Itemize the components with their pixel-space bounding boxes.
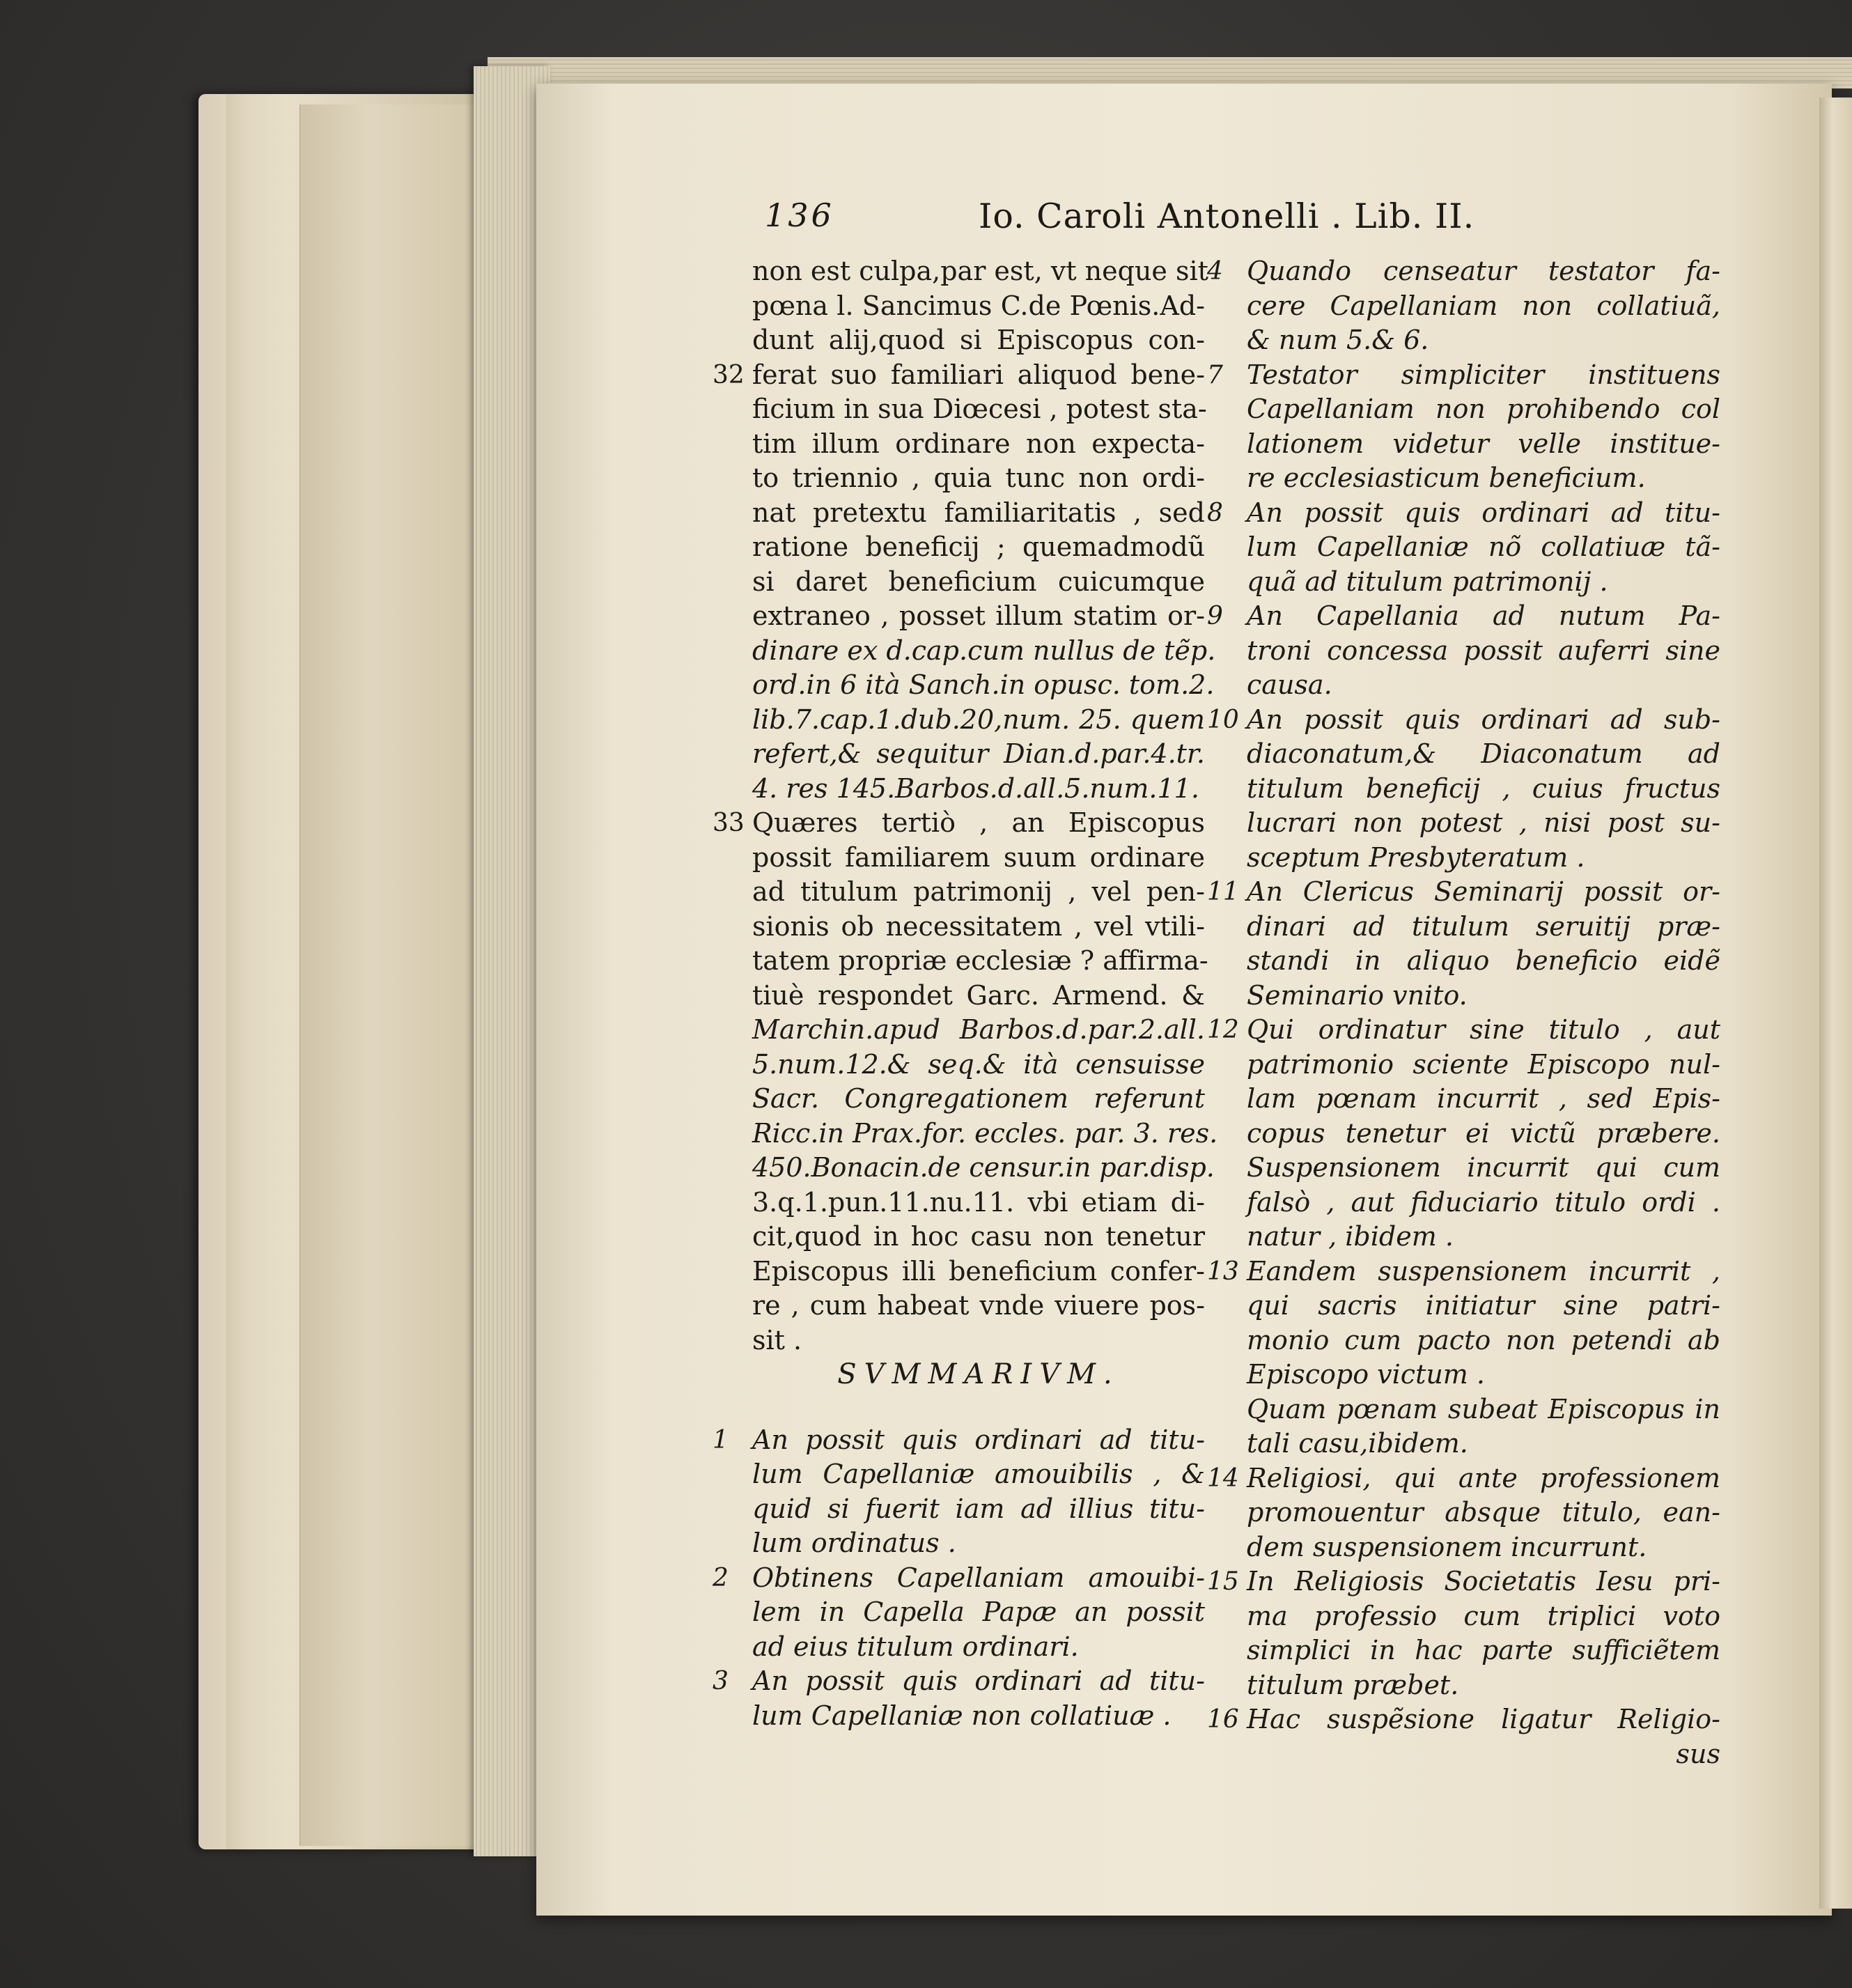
text-line <box>713 1423 1205 1458</box>
text-line <box>752 1151 1215 1186</box>
text-line <box>752 841 1205 876</box>
text-line <box>752 944 1208 979</box>
text-line <box>752 910 1205 945</box>
line-text: Seminario vnito. <box>1247 979 1468 1011</box>
line-text: lum Capellaniæ non collatiuæ . <box>752 1700 1172 1731</box>
text-line <box>752 668 1215 703</box>
line-text: dinari ad titulum seruitij præ- <box>1247 910 1720 942</box>
text-line <box>1247 806 1720 841</box>
line-text: simplici in hac parte sufficiẽtem <box>1247 1635 1720 1665</box>
right-column-summary <box>1207 254 1720 1771</box>
line-text: qui sacris initiatur sine patri- <box>1247 1290 1720 1321</box>
text-line <box>1207 496 1720 531</box>
text-line <box>1247 1668 1720 1703</box>
text-line <box>1247 841 1720 876</box>
line-text: 3.q.1.pun.11.nu.11. vbi etiam di- <box>752 1186 1205 1218</box>
line-text: & num 5.& 6. <box>1247 325 1429 355</box>
line-text: sionis ob necessitatem , vel vtili- <box>752 910 1205 942</box>
left-column-summary <box>713 1423 1205 1734</box>
text-line <box>713 806 1205 841</box>
text-line <box>752 289 1205 324</box>
line-text: si daret beneficium cuicumque <box>752 566 1205 597</box>
text-line <box>1247 565 1720 600</box>
marginal-number: 2 <box>713 1563 729 1592</box>
text-line <box>752 565 1205 600</box>
text-line <box>1207 599 1720 634</box>
marginal-number: 33 <box>713 809 745 837</box>
line-text: quã ad titulum patrimonij . <box>1247 566 1608 597</box>
line-text: lum Capellaniæ nõ collatiuæ tã- <box>1247 531 1720 562</box>
line-text: lum Capellaniæ amouibilis , & <box>752 1459 1205 1489</box>
text-line <box>1247 1048 1720 1082</box>
line-text: diaconatum,& Diaconatum ad <box>1247 738 1720 769</box>
text-line <box>1247 530 1720 565</box>
line-text: ad titulum patrimonij , vel pen- <box>752 876 1205 907</box>
line-text: tiuè respondet Garc. Armend. & <box>752 979 1205 1011</box>
text-line <box>1207 1461 1720 1496</box>
text-line <box>1247 1186 1720 1220</box>
line-text: Capellaniam non prohibendo col <box>1247 394 1720 424</box>
marginal-number: 15 <box>1207 1567 1239 1596</box>
line-text: Hac suspẽsione ligatur Religio- <box>1247 1704 1720 1734</box>
line-text: lem in Capella Papæ an possit <box>752 1597 1205 1627</box>
page-number: 136 <box>765 196 834 234</box>
line-text: Eandem suspensionem incurrit , <box>1247 1255 1720 1287</box>
cover-flap <box>299 104 474 1846</box>
text-line <box>752 737 1205 772</box>
text-line <box>1207 1564 1720 1599</box>
line-text: to triennio , quia tunc non ordi- <box>752 463 1205 493</box>
text-line <box>752 1117 1218 1151</box>
text-line <box>752 392 1205 427</box>
line-text: sit . <box>752 1324 802 1356</box>
heading-gap <box>752 1392 1205 1423</box>
left-column <box>713 254 1218 1733</box>
text-line <box>1247 1358 1720 1392</box>
marginal-number: 7 <box>1207 360 1223 389</box>
text-line <box>1247 1151 1720 1186</box>
text-line <box>752 461 1205 496</box>
line-text: In Religiosis Societatis Iesu pri- <box>1247 1566 1720 1597</box>
line-text: sus <box>1676 1738 1720 1769</box>
text-line <box>752 634 1216 669</box>
line-text: cit,quod in hoc casu non tenetur <box>752 1221 1205 1252</box>
line-text: patrimonio sciente Episcopo nul- <box>1247 1048 1720 1080</box>
marginal-number: 8 <box>1207 498 1223 527</box>
text-line <box>1207 1702 1720 1737</box>
line-text: titulum præbet. <box>1247 1669 1459 1700</box>
line-text: Quam pœnam subeat Episcopus in <box>1247 1393 1720 1424</box>
text-line <box>1207 875 1720 910</box>
text-line <box>1247 323 1720 358</box>
marginal-number: 10 <box>1207 705 1239 734</box>
text-line <box>1247 1220 1720 1255</box>
line-text: sceptum Presbyteratum . <box>1247 841 1585 873</box>
text-line <box>752 1323 1205 1358</box>
running-title: Io. Caroli Antonelli . Lib. II. <box>979 196 1475 236</box>
line-text: lationem videtur velle institue- <box>1247 428 1720 459</box>
text-line <box>1247 1427 1720 1461</box>
line-text: ferat suo familiari aliquod bene- <box>752 359 1205 390</box>
text-line <box>713 1664 1205 1699</box>
line-text: dem suspensionem incurrunt. <box>1247 1531 1647 1562</box>
line-text: dinare ex d.cap.cum nullus de tẽp. <box>752 635 1216 666</box>
text-line <box>752 875 1205 910</box>
marginal-number: 1 <box>713 1425 729 1454</box>
text-line <box>1247 772 1720 807</box>
text-line <box>713 358 1205 393</box>
text-line <box>752 1186 1205 1220</box>
line-text: cere Capellaniam non collatiuã, <box>1247 290 1720 321</box>
text-line <box>1207 1255 1720 1289</box>
line-text: Religiosi, qui ante professionem <box>1247 1462 1720 1493</box>
marginal-number: 14 <box>1207 1463 1239 1493</box>
line-text: pœna l. Sancimus C.de Pœnis.Ad- <box>752 290 1205 321</box>
text-line <box>752 1082 1205 1117</box>
marginal-number: 3 <box>713 1667 729 1695</box>
line-text: Marchin.apud Barbos.d.par.2.all. <box>752 1014 1205 1045</box>
marginal-number: 32 <box>713 360 745 389</box>
line-text: tim illum ordinare non expecta- <box>752 428 1205 459</box>
text-line <box>1247 1117 1720 1151</box>
line-text: standi in aliquo beneficio eidẽ <box>1247 945 1720 976</box>
text-line <box>752 254 1208 289</box>
text-line <box>1207 254 1720 289</box>
line-text: tatem propriæ ecclesiæ ? affirma- <box>752 945 1208 976</box>
text-line <box>752 979 1205 1014</box>
line-text: lucrari non potest , nisi post su- <box>1247 807 1720 838</box>
line-text: Quæres tertiò , an Episcopus <box>752 807 1205 838</box>
line-text: Episcopus illi beneficium confer- <box>752 1255 1205 1287</box>
text-line <box>752 1699 1205 1734</box>
text-line <box>752 1255 1205 1289</box>
marginal-number: 12 <box>1207 1016 1239 1044</box>
marginal-number: 11 <box>1207 878 1239 906</box>
line-text: falsò , aut fiduciario titulo ordi . <box>1247 1186 1720 1218</box>
text-line <box>752 599 1205 634</box>
marginal-number: 16 <box>1207 1705 1239 1734</box>
line-text: re ecclesiasticum beneficium. <box>1247 463 1646 493</box>
text-line <box>752 772 1205 807</box>
line-text: Quando censeatur testator fa- <box>1247 256 1720 286</box>
line-text: Testator simpliciter instituens <box>1247 359 1720 390</box>
text-line <box>752 1289 1205 1323</box>
text-line <box>1247 392 1720 427</box>
line-text: copus tenetur ei victũ præbere. <box>1247 1117 1720 1149</box>
text-line <box>1247 979 1720 1014</box>
text-line <box>752 1048 1205 1082</box>
line-text: troni concessa possit auferri sine <box>1247 635 1720 666</box>
facing-page-gutter <box>1819 98 1852 1909</box>
text-line <box>752 1630 1205 1665</box>
text-line <box>752 1595 1205 1630</box>
text-line <box>752 1492 1205 1527</box>
line-text: An possit quis ordinari ad titu- <box>752 1424 1205 1455</box>
text-line <box>752 703 1205 738</box>
text-line <box>1207 1013 1720 1048</box>
summary-heading: SVMMARIVM. <box>837 1358 1120 1390</box>
text-line <box>752 1526 1205 1561</box>
running-header <box>765 196 1524 238</box>
line-text: Episcopo victum . <box>1247 1359 1485 1390</box>
text-line <box>1247 1289 1720 1323</box>
line-text: ficium in sua Diœcesi , potest sta- <box>752 394 1207 424</box>
line-text: re , cum habeat vnde viuere pos- <box>752 1290 1205 1321</box>
text-line <box>752 1457 1205 1492</box>
line-text: Ricc.in Prax.for. eccles. par. 3. res. <box>752 1117 1218 1149</box>
line-text: An possit quis ordinari ad titu- <box>1247 497 1720 528</box>
line-text: ord.in 6 ità Sanch.in opusc. tom.2. <box>752 669 1215 700</box>
line-text: possit familiarem suum ordinare <box>752 841 1205 873</box>
text-line <box>1247 1496 1720 1530</box>
text-line <box>1247 427 1720 462</box>
line-text: Qui ordinatur sine titulo , aut <box>1247 1014 1720 1045</box>
text-line <box>1247 461 1720 496</box>
text-line <box>752 496 1205 531</box>
right-column <box>1207 254 1720 1771</box>
line-text: titulum beneficij , cuius fructus <box>1247 772 1720 804</box>
line-text: Obtinens Capellaniam amouibi- <box>752 1562 1205 1593</box>
text-line <box>1247 1323 1720 1358</box>
line-text: 5.num.12.& seq.& ità censuisse <box>752 1048 1205 1080</box>
line-text: Suspensionem incurrit qui cum <box>1247 1152 1720 1183</box>
text-line <box>752 1220 1205 1255</box>
text-line <box>1247 944 1720 979</box>
text-line <box>1247 1392 1720 1427</box>
line-text: extraneo , posset illum statim or- <box>752 600 1205 631</box>
text-line <box>1247 1633 1720 1668</box>
text-line <box>752 427 1205 462</box>
line-text: An Clericus Seminarij possit or- <box>1247 876 1720 907</box>
text-line <box>1247 1082 1720 1117</box>
line-text: lam pœnam incurrit , sed Epis- <box>1247 1083 1720 1114</box>
line-text: promouentur absque titulo, ean- <box>1247 1497 1720 1528</box>
left-column-body <box>713 254 1218 1358</box>
line-text: tali casu,ibidem. <box>1247 1428 1468 1459</box>
line-text: lib.7.cap.1.dub.20,num. 25. quem <box>752 704 1205 735</box>
text-line <box>752 1013 1205 1048</box>
marginal-number: 9 <box>1207 602 1223 630</box>
line-text: non est culpa,par est, vt neque sit <box>752 256 1208 286</box>
text-line <box>1247 634 1720 669</box>
line-text: ratione beneficij ; quemadmodũ <box>752 531 1205 562</box>
line-text: causa. <box>1247 669 1332 700</box>
line-text: An possit quis ordinari ad sub- <box>1247 704 1720 735</box>
text-line <box>1247 289 1720 324</box>
text-line <box>1247 1530 1720 1565</box>
line-text: dunt alij,quod si Episcopus con- <box>752 325 1205 355</box>
text-line <box>1207 358 1720 393</box>
text-line <box>713 1561 1205 1596</box>
line-text: nat pretextu familiaritatis , sed <box>752 497 1205 528</box>
text-line <box>752 323 1205 358</box>
text-line <box>1207 703 1720 738</box>
text-line <box>1247 910 1720 945</box>
line-text: 450.Bonacin.de censur.in par.disp. <box>752 1152 1215 1183</box>
marginal-number: 4 <box>1207 257 1223 286</box>
text-line <box>1247 1737 1720 1772</box>
line-text: monio cum pacto non petendi ab <box>1247 1324 1720 1356</box>
line-text: lum ordinatus . <box>752 1528 956 1558</box>
text-line <box>1247 737 1720 772</box>
line-text: natur , ibidem . <box>1247 1221 1454 1252</box>
line-text: ma professio cum triplici voto <box>1247 1600 1720 1631</box>
line-text: ad eius titulum ordinari. <box>752 1631 1079 1662</box>
marginal-number: 13 <box>1207 1257 1239 1286</box>
line-text: Sacr. Congregationem referunt <box>752 1083 1205 1114</box>
text-line <box>1247 668 1720 703</box>
line-text: An Capellania ad nutum Pa- <box>1247 600 1720 631</box>
line-text: quid si fuerit iam ad illius titu- <box>752 1493 1205 1524</box>
text-line <box>752 530 1205 565</box>
text-line <box>1247 1599 1720 1634</box>
line-text: 4. res 145.Barbos.d.all.5.num.11. <box>752 772 1199 804</box>
line-text: An possit quis ordinari ad titu- <box>752 1665 1205 1696</box>
line-text: refert,& sequitur Dian.d.par.4.tr. <box>752 738 1205 769</box>
